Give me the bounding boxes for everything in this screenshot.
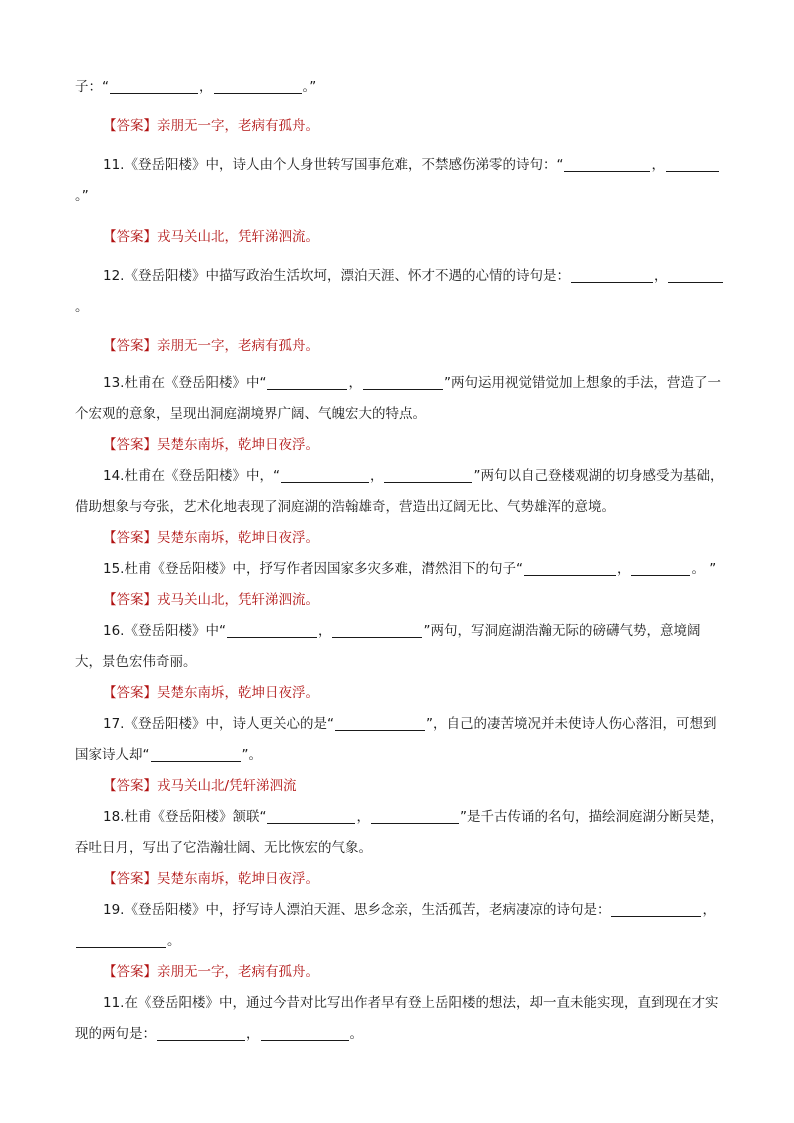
answer-line: 【答案】亲朋无一字，老病有孤舟。	[103, 964, 319, 980]
answer-blank-continued[interactable]	[673, 155, 719, 172]
question-text: 17.《登岳阳楼》中，诗人更关心的是“ ”，自己的凄苦境况并未使诗人伤心落泪，可想到国家诗人却“ ”。	[75, 716, 717, 763]
question-text: 19.《登岳阳楼》中，抒写诗人漂泊天涯、思乡念亲，生活孤苦，老病凄凉的诗句是： ，。	[75, 895, 727, 957]
answer-blank[interactable]	[214, 77, 302, 94]
answer-blank[interactable]	[332, 621, 422, 638]
question-text: 11.《登岳阳楼》中，诗人由个人身世转写国事危难，不禁感伤涕零的诗句：“ ，。”	[75, 150, 727, 212]
answer-blank[interactable]	[571, 266, 653, 283]
question-text: 子：“ ， 。”	[75, 79, 317, 95]
answer-blank[interactable]	[227, 621, 317, 638]
answer-line: 【答案】吴楚东南坼，乾坤日夜浮。	[103, 530, 319, 546]
answer-blank[interactable]	[363, 373, 443, 390]
answer-blank[interactable]	[151, 745, 241, 762]
document-page	[75, 72, 727, 1050]
question-text: 11.在《登岳阳楼》中，通过今昔对比写出作者早有登上岳阳楼的想法，却一直未能实现，直到现在才实现的两句是： ， 。	[75, 995, 719, 1042]
question-text: 15.杜甫《登岳阳楼》中，抒写作者因国家多灾多难，潸然泪下的句子“ ， 。 ”	[103, 561, 717, 577]
answer-blank[interactable]	[110, 77, 198, 94]
answer-line: 【答案】亲朋无一字，老病有孤舟。	[103, 338, 319, 354]
answer-line: 【答案】吴楚东南坼，乾坤日夜浮。	[103, 437, 319, 453]
answer-blank[interactable]	[261, 1024, 349, 1041]
question-text: 16.《登岳阳楼》中“ ， ”两句，写洞庭湖浩瀚无际的磅礴气势，意境阔大，景色宏伟奇丽。	[75, 623, 701, 670]
question-text: 14.杜甫在《登岳阳楼》中，“ ， ”两句以自己登楼观湖的切身感受为基础，借助想象与夸张，艺术化地表现了洞庭湖的浩翰雄奇，营造出辽阔无比、气势雄浑的意境。	[75, 468, 724, 515]
answer-line: 【答案】亲朋无一字，老病有孤舟。	[103, 118, 319, 134]
answer-blank-continued[interactable]	[642, 559, 690, 576]
answer-line: 【答案】吴楚东南坼，乾坤日夜浮。	[103, 685, 319, 701]
answer-line: 【答案】戎马关山北，凭轩涕泗流。	[103, 592, 319, 608]
answer-blank[interactable]	[524, 559, 616, 576]
answer-blank[interactable]	[267, 807, 355, 824]
answer-blank[interactable]	[611, 900, 701, 917]
answer-blank[interactable]	[76, 931, 166, 948]
answer-blank[interactable]	[384, 466, 472, 483]
question-text: 18.杜甫《登岳阳楼》颔联“ ， ”是千古传诵的名句，描绘洞庭湖分断吴楚，吞吐日月，写出了它浩瀚壮阔、无比恢宏的气象。	[75, 809, 724, 856]
answer-line: 【答案】戎马关山北/凭轩涕泗流	[103, 778, 297, 794]
answer-blank-continued[interactable]	[683, 266, 723, 283]
answer-line: 【答案】吴楚东南坼，乾坤日夜浮。	[103, 871, 319, 887]
answer-blank[interactable]	[335, 714, 425, 731]
answer-blank[interactable]	[371, 807, 459, 824]
answer-blank[interactable]	[267, 373, 347, 390]
question-text: 13.杜甫在《登岳阳楼》中“ ， ”两句运用视觉错觉加上想象的手法，营造了一个宏观的意象，呈现出洞庭湖境界广阔、气魄宏大的特点。	[75, 375, 721, 422]
answer-blank[interactable]	[564, 155, 650, 172]
question-text: 12.《登岳阳楼》中描写政治生活坎坷，漂泊天涯、怀才不遇的心情的诗句是： ，。	[75, 261, 727, 323]
answer-blank[interactable]	[157, 1024, 245, 1041]
answer-line: 【答案】戎马关山北，凭轩涕泗流。	[103, 229, 319, 245]
answer-blank[interactable]	[281, 466, 369, 483]
